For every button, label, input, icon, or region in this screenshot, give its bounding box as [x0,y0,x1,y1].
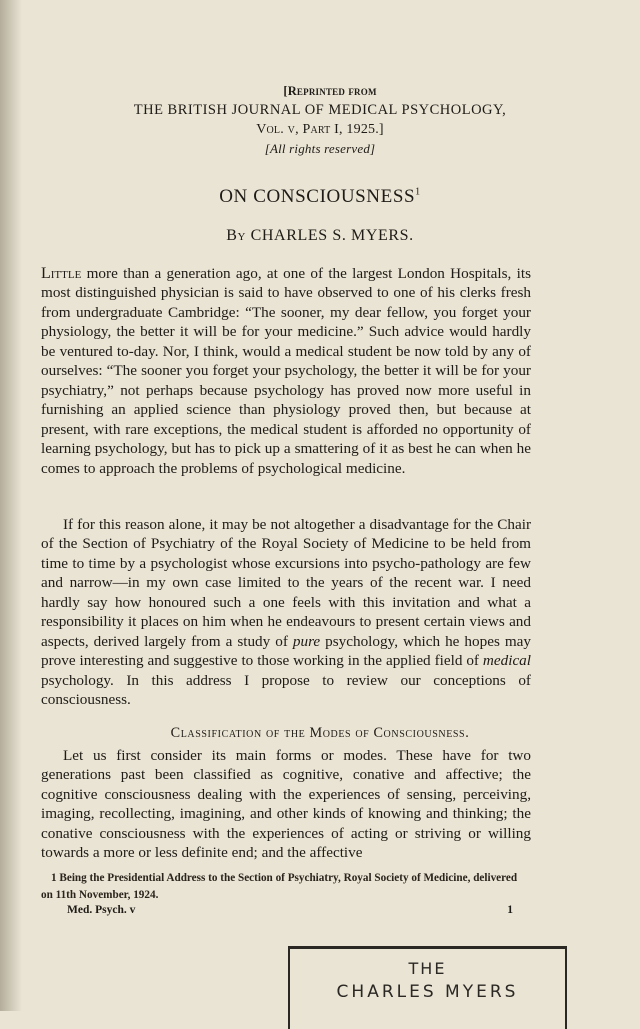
reprint-line: [Reprinted from [283,84,377,98]
footnote-text: Being the Presidential Address to the Section of Psychiatry, Royal Society of Medicine, delivered on 11th November, 1924. [41,872,518,901]
rights-notice: [All rights reserved] [264,141,376,156]
section-heading: Classification of the Modes of Consciousness. [170,725,470,741]
volume-info: Vol. v, Part I, 1925.] [256,122,384,137]
paragraph-2 [41,515,531,710]
stamp-line-2: CHARLES MYERS [336,982,519,1002]
footnote [41,870,531,904]
signature-mark: Med. Psych. v [67,904,136,916]
italic-pure: pure [292,632,321,650]
paragraph-2-text-b: psychology, which he hopes may prove interesting and suggestive to those working in the applied field of [41,632,531,670]
title-text: ON CONSCIOUSNESS [219,186,416,207]
title-footnote-mark: 1 [415,186,421,198]
paragraph-2-text-a: If for this reason alone, it may be not altogether a disadvantage for the Chair of the Section of Psychiatry of the Royal Society of Medicine to be held from time to time by a psychologist whose excursions into psycho-pathology are few and narrow—in my own case limited to the years of the recent war. I need hardly say how honoured such a one feels with this invitation and what a responsibility it places on him when he endeavours to present certain views and aspects, derived largely from a study of [41,516,531,650]
article-title [0,186,640,208]
page-number: 1 [507,904,513,916]
footnote-mark: 1 [51,872,57,884]
journal-name: THE BRITISH JOURNAL OF MEDICAL PSYCHOLOGY, [133,102,507,118]
paragraph-3-text: Let us first consider its main forms or modes. These have for two generations past been classified as cognitive, conative and affective; the cognitive consciousness dealing with the experiences of sensing, perceiving, imaging, recollecting, imagining, and other kinds of knowing and thinking; the conative consciousness with the experiences of acting or striving or willing towards a more or less definite end; and the affective [41,747,531,862]
library-stamp [288,946,567,1029]
paragraph-1 [41,264,531,478]
paragraph-3 [41,746,531,863]
italic-medical: medical [482,652,531,670]
running-foot [67,904,513,916]
author-line: By CHARLES S. MYERS. [226,227,414,244]
reprint-header [0,82,640,158]
drop-lead-word: Little [41,265,82,282]
paragraph-2-text-c: psychology. In this address I propose to review our conceptions of consciousness. [41,671,531,709]
stamp-line-1: THE [408,959,447,978]
paragraph-1-text: more than a generation ago, at one of the largest London Hospitals, its most distinguished physician is said to have observed to one of his clerks fresh from undergraduate Cambridge: “The sooner, my dear fellow, you forget your physiology, the better it will be for your medicine.” Such advice would hardly be ventured to-day. Nor, I think, would a medical student be now told by any of ourselves: “The sooner you forget your psychology, the better it will be for your psychiatry,” not perhaps because psychology has proved now more useful in furnishing an applied science than physiology proved then, but because at present, with rare exceptions, the medical student is afforded no opportunity of learning psychology, but has to pick up a smattering of it as best he can when he comes to approach the problems of psychological medicine. [41,265,531,477]
